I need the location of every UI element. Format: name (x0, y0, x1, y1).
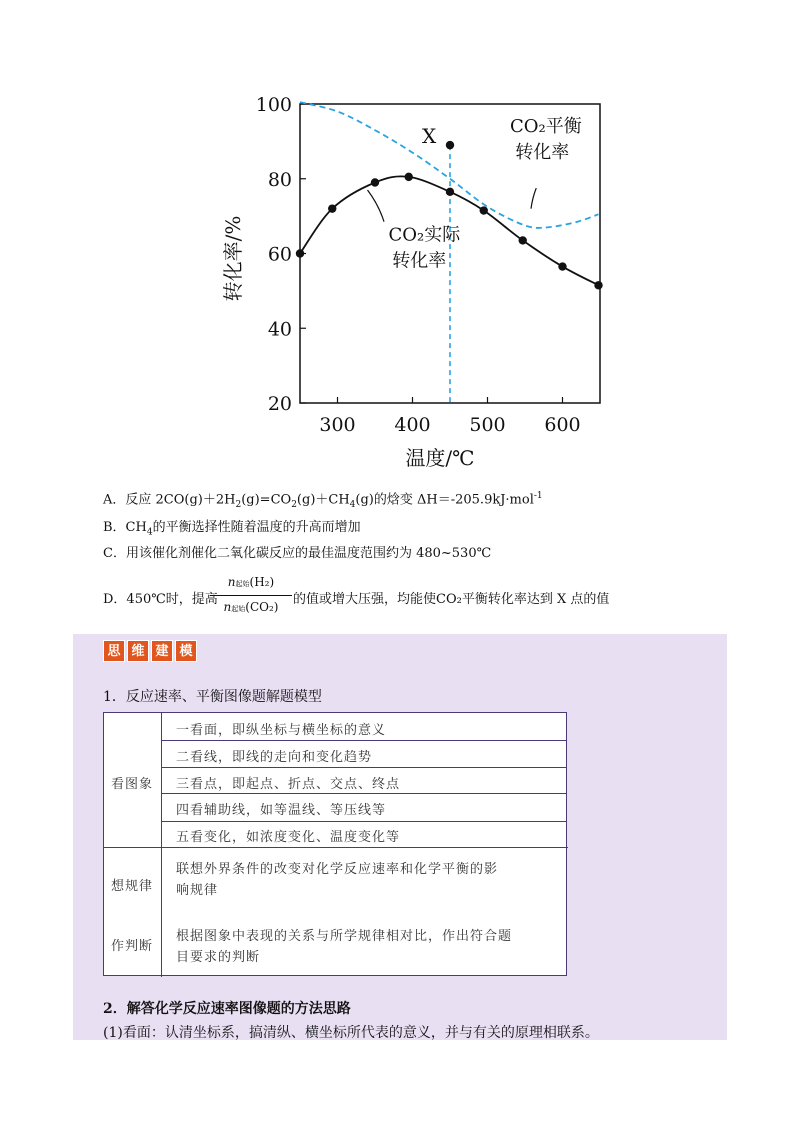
y-tick-label: 80 (267, 168, 292, 191)
actual-data-point (480, 206, 488, 214)
option-c-text: C．用该催化剂催化二氧化碳反应的最佳温度范围约为 480~530℃ (103, 546, 492, 561)
tag-4: 模 (175, 640, 197, 662)
category-look: 看图象 (111, 777, 154, 792)
model-row-1: 一看面，即纵坐标与横坐标的意义 (176, 723, 387, 738)
actual-data-point (446, 188, 454, 196)
option-a-text-2: (g)=CO (241, 492, 292, 508)
model-divider (161, 713, 162, 977)
chart-svg (220, 88, 620, 480)
row-divider (161, 767, 567, 768)
option-d-fraction (210, 573, 292, 618)
tag-2: 维 (127, 640, 149, 662)
x-tick-label: 500 (469, 414, 506, 436)
category-judge: 作判断 (111, 939, 154, 954)
option-d-post (293, 591, 609, 609)
option-b-text-1: B．CH (103, 520, 147, 535)
act-label-leader (368, 190, 385, 222)
model-row-7b: 目要求的判断 (176, 950, 261, 965)
actual-data-point (371, 178, 379, 186)
option-a (103, 487, 543, 514)
denominator-species: CO₂ (249, 600, 274, 614)
x-tick-label: 300 (319, 414, 356, 436)
sup: -1 (533, 491, 543, 501)
y-tick-label: 100 (255, 94, 292, 116)
tag-3: 建 (151, 640, 173, 662)
numerator-species: H₂ (254, 575, 270, 589)
model-row-4: 四看辅助线，如等温线、等压线等 (176, 803, 387, 818)
actual-data-point (328, 204, 336, 212)
model-row-2: 二看线，即线的走向和变化趋势 (176, 750, 373, 765)
row-divider (161, 793, 567, 794)
option-d-co2: CO₂ (436, 592, 462, 607)
model-row-7a: 根据图象中表现的关系与所学规律相对比，作出符合题 (176, 929, 513, 944)
x-tick-label: 400 (394, 414, 431, 436)
option-d-pre (103, 591, 218, 609)
row-divider (161, 821, 567, 822)
option-d-text-2: 的值或增大压强，均能使 (293, 592, 437, 607)
row-divider (161, 740, 567, 741)
fraction-numerator: n起始(H₂) (210, 573, 292, 596)
eq-label-leader (531, 188, 536, 209)
model-row-6b: 响规律 (176, 883, 219, 898)
sub: 2 (291, 499, 297, 510)
sub: 4 (349, 499, 356, 510)
option-c (103, 545, 491, 563)
option-b-text-2: 的平衡选择性随着温度的升高而增加 (152, 520, 361, 535)
actual-data-point (296, 249, 304, 257)
option-d-text-3: 平衡转化率达到 X 点的值 (461, 592, 610, 607)
point-x-label: X (422, 124, 437, 149)
x-tick-label: 600 (544, 414, 581, 436)
conversion-chart (220, 88, 620, 480)
section-divider (104, 847, 568, 848)
act-series-label-line1: CO₂实际 (388, 224, 461, 246)
start-sub: 起始 (235, 580, 250, 588)
act-series-label-line2: 转化率 (392, 250, 447, 272)
model-row-5: 五看变化，如浓度变化、温度变化等 (176, 830, 401, 845)
y-tick-label: 60 (267, 243, 292, 266)
actual-data-point (519, 236, 527, 244)
section-1-heading: 1．反应速率、平衡图像题解题模型 (103, 689, 322, 705)
sub: 4 (146, 527, 153, 538)
sub: 2 (235, 499, 242, 510)
model-row-3: 三看点，即起点、折点、交点、终点 (176, 777, 401, 792)
point-x-marker (446, 141, 454, 149)
option-a-text-4: (g)的焓变 ΔH＝-205.9kJ·mol (355, 492, 534, 508)
start-sub: 起始 (231, 605, 246, 613)
eq-series-label-line2: 转化率 (515, 142, 570, 164)
model-table (103, 712, 567, 976)
model-row-6a: 联想外界条件的改变对化学反应速率和化学平衡的影 (176, 862, 499, 877)
fraction-denominator: n起始(CO₂) (223, 600, 279, 614)
tag-1: 思 (103, 640, 125, 662)
y-axis-label: 转化率/% (221, 215, 245, 302)
y-tick-label: 20 (267, 393, 292, 415)
section-2-step-1: (1)看面：认清坐标系，搞清纵、横坐标所代表的意义，并与有关的原理相联系。 (103, 1025, 599, 1041)
actual-data-point (405, 173, 413, 181)
option-a-text-1: A．反应 2CO(g)＋2H (103, 492, 236, 508)
option-a-text-3: (g)＋CH (296, 492, 350, 508)
y-tick-label: 40 (267, 318, 292, 341)
option-b (103, 519, 361, 542)
thinking-model-panel (73, 634, 727, 1040)
actual-data-point (594, 281, 602, 289)
actual-data-point (558, 262, 566, 270)
section-2-heading: 2．解答化学反应速率图像题的方法思路 (103, 1001, 351, 1017)
x-axis-label: 温度/℃ (405, 446, 475, 470)
option-d-text-1: D．450℃时，提高 (103, 592, 218, 607)
category-think: 想规律 (111, 879, 154, 894)
eq-series-label-line1: CO₂平衡 (510, 116, 582, 138)
panel-tags (103, 640, 197, 662)
